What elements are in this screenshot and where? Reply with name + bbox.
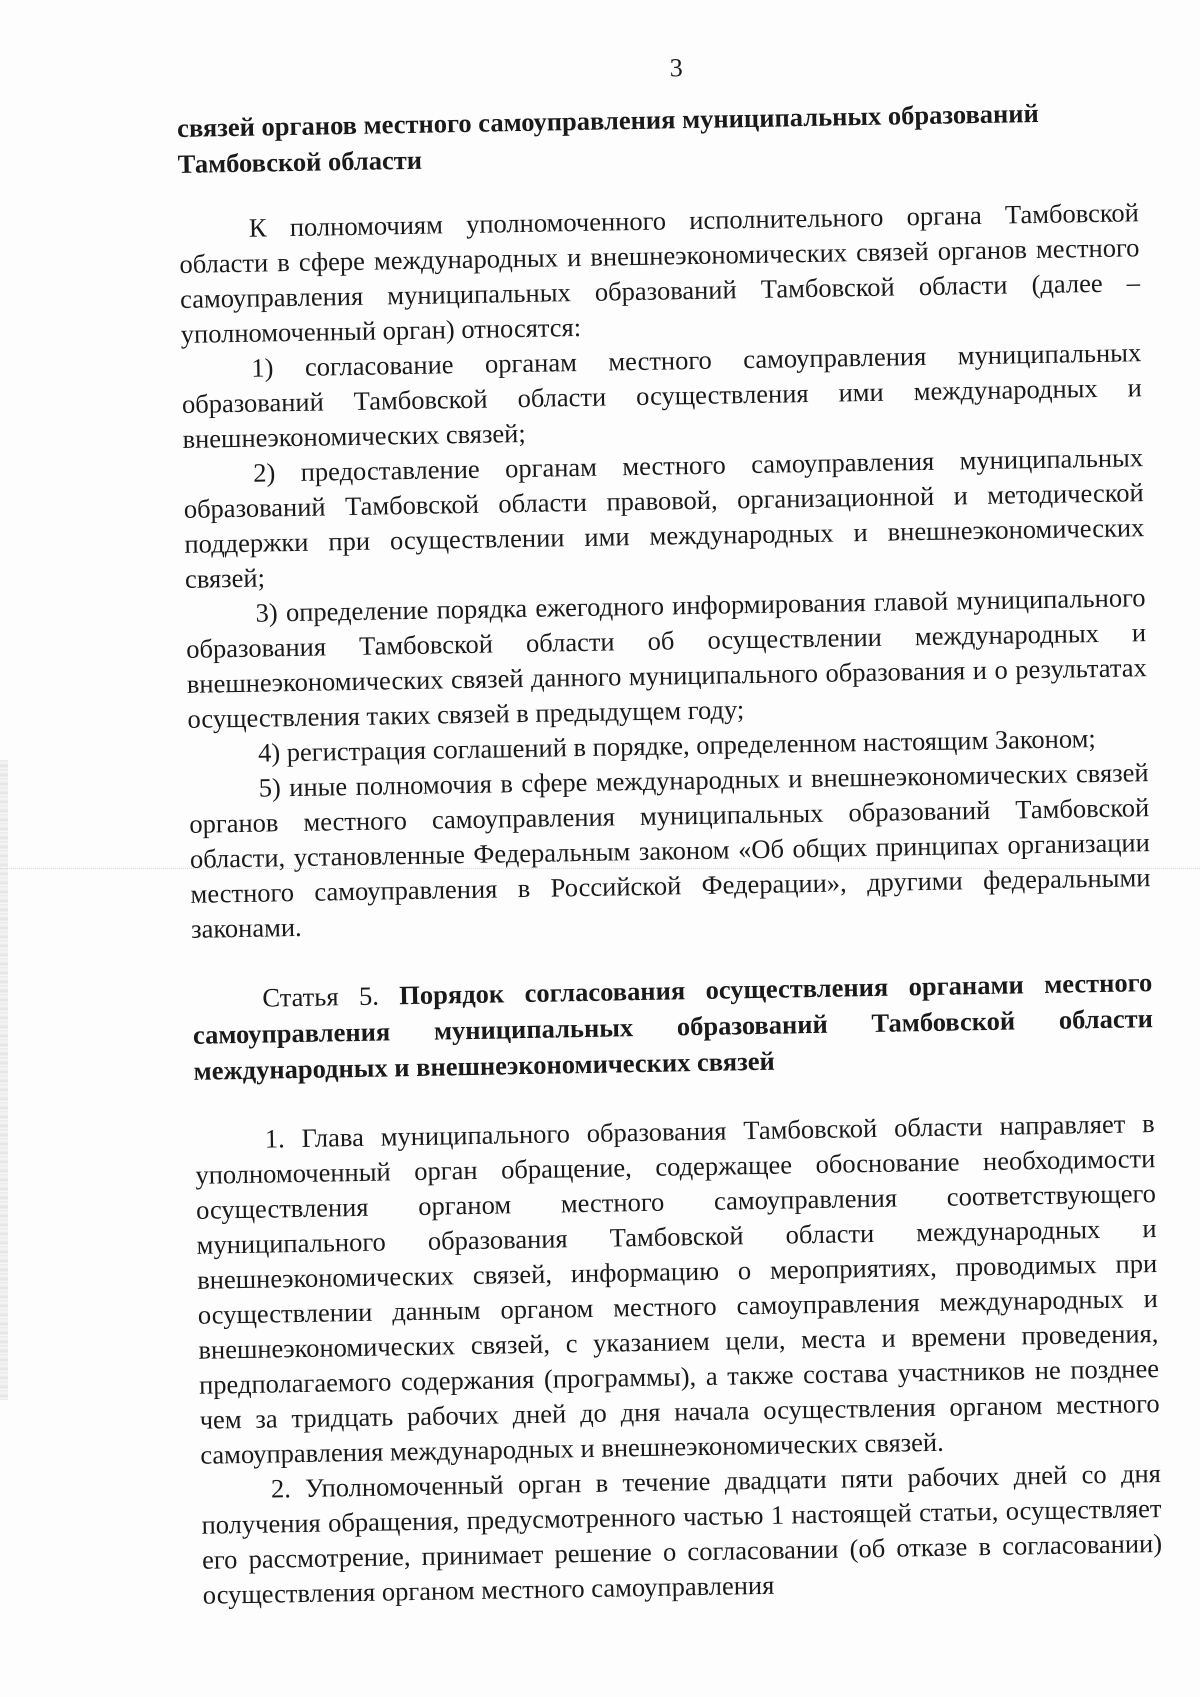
power-item: 5) иные полномочия в сфере международных и внешнеэкономических связей органов местного самоуправления муниципальных образований Тамбовской области, установленные Федеральным законом «Об общих принципах организации местного самоуправления в Российской Федерации», другими федеральными законами. bbox=[189, 757, 1151, 944]
article-5-paragraph: 2. Уполномоченный орган в течение двадцати пяти рабочих дней со дня получения обращения, предусмотренного частью 1 настоящей статьи, осуществляет его рассмотрение, принимает решение о согласовании (об отказе в согласовании) осуществления органом местного самоуправления bbox=[201, 1458, 1163, 1610]
power-item: 3) определение порядка ежегодного информирования главой муниципального образования Тамбовской области об осуществлении международных и внешнеэкономических связей данного муниципального образования и о результатах осуществления таких связей в предыдущем году; bbox=[185, 582, 1147, 734]
article-5-heading bbox=[192, 964, 1154, 1089]
section-heading-continuation: связей органов местного самоуправления муниципальных образований Тамбовской области bbox=[176, 97, 1040, 179]
power-item: 2) предоставление органам местного самоуправления муниципальных образований Тамбовской области правовой, организационной и методической поддержки при осуществлении ими международных и внешнеэкономических связей; bbox=[183, 442, 1145, 594]
page-number: 3 bbox=[669, 53, 683, 83]
scan-artifact-edge bbox=[0, 760, 8, 1400]
powers-list bbox=[181, 335, 1151, 947]
power-item: 1) согласование органам местного самоуправления муниципальных образований Тамбовской области осуществления ими международных и внешнеэкономических связей; bbox=[181, 337, 1143, 454]
article-5-label: Статья 5. bbox=[262, 980, 380, 1013]
article-5-paragraph: 1. Глава муниципального образования Тамбовской области направляет в уполномоченный орган обращение, содержащее обоснование необходимости осуществления органом местного самоуправления соответствующего муниципального образования Тамбовской области международных и внешнеэкономических связей, информацию о мероприятиях, проводимых при осуществлении данным органом местного самоуправления международных и внешнеэкономических связей, с указанием цели, места и времени проведения, предполагаемого содержания (программы), а также состава участников не позднее чем за тридцать рабочих дней до дня начала осуществления органом местного самоуправления международных и внешнеэкономических связей. bbox=[195, 1108, 1160, 1470]
intro-paragraph: К полномочиям уполномоченного исполнительного органа Тамбовской области в сфере международных и внешнеэкономических связей органов местного самоуправления муниципальных образований Тамбовской области (далее – уполномоченный орган) относятся: bbox=[179, 197, 1141, 349]
power-item: 4) регистрация соглашений в порядке, определенном настоящим Законом; bbox=[257, 723, 1096, 768]
page-content bbox=[176, 45, 1163, 1613]
article-5-title: Порядок согласования осуществления органами местного самоуправления муниципальных образований Тамбовской области международных и внешнеэкономических связей bbox=[192, 967, 1154, 1086]
